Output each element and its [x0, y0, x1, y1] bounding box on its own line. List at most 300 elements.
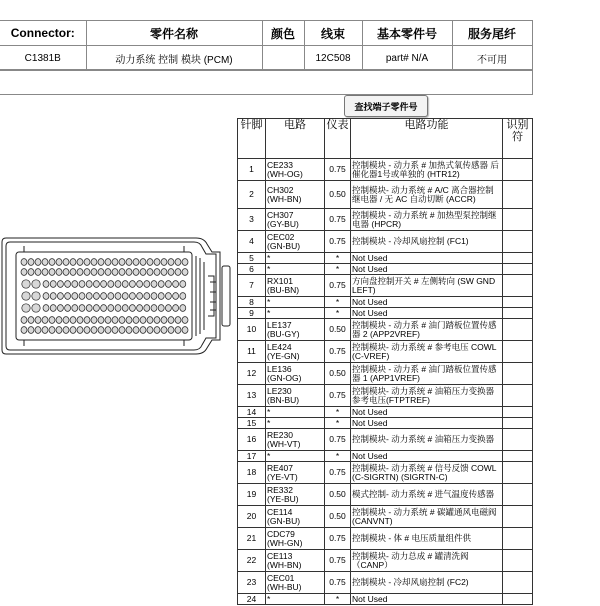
pin-cavity [175, 327, 181, 334]
pin-cavity [35, 327, 41, 334]
pin-table-header-row [238, 119, 533, 159]
pin-cavity [101, 281, 107, 288]
table-row [238, 253, 533, 264]
circuit-function: 控制模块- 动力系统 # 参考电压 COWL (C-VREF) [351, 341, 503, 363]
pin-cavity [57, 281, 63, 288]
pin-cavity [56, 317, 62, 324]
table-row [238, 181, 533, 209]
pin-cavity [161, 259, 167, 266]
identifier-cell [503, 418, 533, 429]
table-row [238, 462, 533, 484]
circuit-function: 控制模块 - 动力系 # 加热式氧传感器 后催化器1号或单独的 (HTR12) [351, 159, 503, 181]
pin-cavity [91, 317, 97, 324]
pin-cavity [70, 327, 76, 334]
identifier-cell [503, 297, 533, 308]
pin-cavity [173, 281, 179, 288]
table-row [238, 429, 533, 451]
pin-cavity [182, 327, 188, 334]
pin-cavity [165, 293, 171, 300]
large-pin-cavity [32, 280, 40, 288]
circuit-code: CE114 (GN-BU) [266, 506, 325, 528]
service-pigtail-label: 服务尾纤 [452, 21, 532, 46]
table-row [238, 594, 533, 605]
connector-pin-grid [21, 259, 188, 334]
pin-cavity [56, 259, 62, 266]
harness-label: 线束 [304, 21, 362, 46]
pin-cavity [86, 281, 92, 288]
identifier-cell [503, 572, 533, 594]
pin-cavity [112, 317, 118, 324]
circuit-code: CEC02 (GN-BU) [266, 231, 325, 253]
pin-cavity [122, 281, 128, 288]
pin-cavity [93, 293, 99, 300]
connector-label: Connector: [0, 21, 86, 46]
circuit-code: LE136 (GN-OG) [266, 363, 325, 385]
pin-number: 3 [238, 209, 266, 231]
pin-cavity [175, 317, 181, 324]
pin-cavity [91, 327, 97, 334]
pin-cavity [154, 269, 160, 276]
pin-cavity [144, 293, 150, 300]
pin-cavity [84, 317, 90, 324]
identifier-cell [503, 462, 533, 484]
wire-gauge: * [325, 253, 351, 264]
table-row [238, 528, 533, 550]
wire-gauge: 0.50 [325, 319, 351, 341]
pin-cavity [115, 305, 121, 312]
pin-number: 4 [238, 231, 266, 253]
pin-cavity [151, 305, 157, 312]
pin-cavity [154, 327, 160, 334]
pin-cavity [161, 327, 167, 334]
pin-cavity [49, 269, 55, 276]
pin-number: 2 [238, 181, 266, 209]
table-row [238, 159, 533, 181]
circuit-code: RX101 (BU-BN) [266, 275, 325, 297]
pin-cavity [21, 269, 27, 276]
pin-cavity [161, 317, 167, 324]
circuit-code: CDC79 (WH-GN) [266, 528, 325, 550]
pin-cavity [65, 293, 71, 300]
table-row [238, 275, 533, 297]
pin-cavity [119, 259, 125, 266]
identifier-cell [503, 159, 533, 181]
wire-gauge: * [325, 264, 351, 275]
pin-number: 16 [238, 429, 266, 451]
wire-gauge: * [325, 407, 351, 418]
table-row [238, 407, 533, 418]
pin-cavity [35, 317, 41, 324]
pin-cavity [79, 305, 85, 312]
pin-cavity [115, 281, 121, 288]
circuit-function: 控制模块- 动力系统 # 信号反馈 COWL (C-SIGRTN) (SIGRTN-C) [351, 462, 503, 484]
pin-cavity [133, 317, 139, 324]
pin-cavity [168, 269, 174, 276]
pin-cavity [165, 305, 171, 312]
circuit-function: 控制模块- 动力系统 # 油箱压力变换器参考电压(FTPTREF) [351, 385, 503, 407]
pin-cavity [43, 305, 49, 312]
identifier-cell [503, 308, 533, 319]
pin-cavity [70, 259, 76, 266]
large-pin-cavity [22, 292, 30, 300]
circuit-code: RE407 (YE-VT) [266, 462, 325, 484]
pin-cavity [72, 281, 78, 288]
pin-cavity [65, 305, 71, 312]
circuit-code: LE424 (YE-GN) [266, 341, 325, 363]
wire-gauge: * [325, 594, 351, 605]
pin-cavity [108, 293, 114, 300]
pin-number: 12 [238, 363, 266, 385]
wire-gauge: * [325, 297, 351, 308]
pin-cavity [173, 305, 179, 312]
pin-number: 23 [238, 572, 266, 594]
pin-cavity [50, 281, 56, 288]
pin-number: 1 [238, 159, 266, 181]
pin-cavity [140, 317, 146, 324]
pin-cavity [112, 269, 118, 276]
identifier-cell [503, 429, 533, 451]
pin-cavity [180, 281, 186, 288]
circuit-function: 控制模块- 动力总成 # 罐清洗阀 （CANP） [351, 550, 503, 572]
pin-cavity [43, 281, 49, 288]
table-row [238, 363, 533, 385]
header-value-row [0, 46, 532, 71]
circuit-code: LE230 (BN-BU) [266, 385, 325, 407]
wire-gauge: 0.75 [325, 275, 351, 297]
identifier-cell [503, 363, 533, 385]
function-column-header: 电路功能 [351, 119, 503, 159]
pin-cavity [21, 259, 27, 266]
identifier-cell [503, 451, 533, 462]
identifier-cell [503, 528, 533, 550]
gauge-column-header: 仪表 [325, 119, 351, 159]
circuit-code: * [266, 308, 325, 319]
pin-number: 11 [238, 341, 266, 363]
pin-cavity [28, 259, 34, 266]
pin-cavity [56, 269, 62, 276]
pin-cavity [129, 305, 135, 312]
connector-face-diagram [0, 232, 234, 362]
pin-cavity [63, 317, 69, 324]
table-row [238, 451, 533, 462]
pin-cavity [126, 269, 132, 276]
circuit-function: 方向盘控制开关 # 左侧转向 (SW GND LEFT) [351, 275, 503, 297]
circuit-code: RE332 (YE-BU) [266, 484, 325, 506]
circuit-code: CH302 (WH-BN) [266, 181, 325, 209]
circuit-code: RE230 (WH-VT) [266, 429, 325, 451]
wire-gauge: 0.50 [325, 363, 351, 385]
pin-cavity [86, 293, 92, 300]
pin-cavity [173, 293, 179, 300]
part-name-value: 动力系统 控制 模块 (PCM) [86, 46, 262, 71]
circuit-function: 模式控制- 动力系统 # 进气温度传感器 [351, 484, 503, 506]
large-pin-cavity [32, 292, 40, 300]
circuit-function: 控制模块 - 动力系 # 油门踏板位置传感器 1 (APP1VREF) [351, 363, 503, 385]
pin-cavity [98, 269, 104, 276]
find-terminal-part-button[interactable]: 查找端子零件号 [344, 95, 428, 117]
large-pin-cavity [22, 304, 30, 312]
table-row [238, 385, 533, 407]
circuit-function: 控制模块 - 动力系统 # 碳罐通风电磁阀 (CANVNT) [351, 506, 503, 528]
pin-cavity [77, 317, 83, 324]
pin-cavity [182, 269, 188, 276]
pin-cavity [93, 305, 99, 312]
identifier-cell [503, 506, 533, 528]
wire-gauge: 0.50 [325, 484, 351, 506]
identifier-column-header: 识别符 [503, 119, 533, 159]
pin-cavity [84, 327, 90, 334]
identifier-cell [503, 319, 533, 341]
table-row [238, 572, 533, 594]
pin-cavity [158, 305, 164, 312]
circuit-function: Not Used [351, 418, 503, 429]
pin-cavity [133, 327, 139, 334]
pin-cavity [56, 327, 62, 334]
pin-cavity [98, 327, 104, 334]
pin-cavity [91, 259, 97, 266]
pin-cavity [126, 317, 132, 324]
circuit-function: 控制模块 - 动力系 # 油门踏板位置传感器 2 (APP2VREF) [351, 319, 503, 341]
pin-cavity [151, 281, 157, 288]
wire-gauge: 0.50 [325, 506, 351, 528]
pin-cavity [108, 305, 114, 312]
table-row [238, 297, 533, 308]
table-row [238, 550, 533, 572]
pin-cavity [126, 259, 132, 266]
circuit-function: Not Used [351, 451, 503, 462]
wire-gauge: 0.75 [325, 462, 351, 484]
pin-number: 7 [238, 275, 266, 297]
identifier-cell [503, 181, 533, 209]
wire-gauge: 0.75 [325, 159, 351, 181]
pin-number: 13 [238, 385, 266, 407]
pin-number: 14 [238, 407, 266, 418]
pin-cavity [137, 305, 143, 312]
pin-cavity [119, 269, 125, 276]
pin-cavity [182, 259, 188, 266]
pin-cavity [21, 327, 27, 334]
pin-cavity [63, 259, 69, 266]
table-row [238, 484, 533, 506]
pin-cavity [70, 317, 76, 324]
wire-gauge: * [325, 451, 351, 462]
pin-cavity [122, 305, 128, 312]
pin-cavity [84, 269, 90, 276]
table-row [238, 231, 533, 253]
pin-cavity [147, 259, 153, 266]
wire-gauge: 0.75 [325, 341, 351, 363]
pin-cavity [42, 317, 48, 324]
circuit-code: * [266, 253, 325, 264]
pin-number: 21 [238, 528, 266, 550]
pin-cavity [50, 305, 56, 312]
pin-number: 22 [238, 550, 266, 572]
identifier-cell [503, 264, 533, 275]
circuit-code: * [266, 594, 325, 605]
circuit-code: CE233 (WH-OG) [266, 159, 325, 181]
pin-cavity [49, 259, 55, 266]
pin-cavity [180, 293, 186, 300]
pin-cavity [112, 259, 118, 266]
pin-cavity [50, 293, 56, 300]
pin-number: 5 [238, 253, 266, 264]
header-label-row [0, 21, 532, 46]
table-row [238, 506, 533, 528]
pin-cavity [108, 281, 114, 288]
pin-cavity [70, 269, 76, 276]
circuit-function: 控制模块- 动力系统 # 油箱压力变换器 [351, 429, 503, 451]
pin-cavity [98, 259, 104, 266]
large-pin-cavity [32, 304, 40, 312]
pin-cavity [112, 327, 118, 334]
pin-cavity [28, 269, 34, 276]
wire-gauge: 0.50 [325, 181, 351, 209]
table-row [238, 264, 533, 275]
pin-cavity [154, 317, 160, 324]
pin-cavity [101, 293, 107, 300]
wire-gauge: 0.75 [325, 528, 351, 550]
pin-cavity [140, 327, 146, 334]
pin-cavity [168, 317, 174, 324]
pin-cavity [49, 327, 55, 334]
pin-cavity [154, 259, 160, 266]
connector-value: C1381B [0, 46, 86, 71]
circuit-function: 控制模块 - 冷却风扇控制 (FC2) [351, 572, 503, 594]
pin-number: 17 [238, 451, 266, 462]
circuit-code: * [266, 451, 325, 462]
pin-cavity [161, 269, 167, 276]
identifier-cell [503, 341, 533, 363]
pin-cavity [140, 259, 146, 266]
circuit-function: 控制模块 - 动力系统 # 加热型泵控制继电器 (HPCR) [351, 209, 503, 231]
pin-cavity [49, 317, 55, 324]
pin-cavity [42, 259, 48, 266]
large-pin-cavity [22, 280, 30, 288]
pin-cavity [84, 259, 90, 266]
pin-cavity [129, 293, 135, 300]
identifier-cell [503, 231, 533, 253]
circuit-code: * [266, 407, 325, 418]
pin-number: 9 [238, 308, 266, 319]
pin-cavity [158, 281, 164, 288]
pin-cavity [165, 281, 171, 288]
pin-cavity [57, 293, 63, 300]
pin-table [237, 118, 533, 605]
pin-cavity [137, 293, 143, 300]
circuit-function: Not Used [351, 264, 503, 275]
wire-gauge: 0.75 [325, 550, 351, 572]
pin-cavity [140, 269, 146, 276]
circuit-code: CH307 (GY-BU) [266, 209, 325, 231]
pin-cavity [105, 259, 111, 266]
circuit-function: 控制模块 - 冷却风扇控制 (FC1) [351, 231, 503, 253]
pin-cavity [98, 317, 104, 324]
pin-cavity [158, 293, 164, 300]
pin-cavity [180, 305, 186, 312]
pin-number: 18 [238, 462, 266, 484]
pin-number: 15 [238, 418, 266, 429]
pin-cavity [175, 269, 181, 276]
identifier-cell [503, 484, 533, 506]
circuit-function: Not Used [351, 594, 503, 605]
circuit-function: Not Used [351, 297, 503, 308]
table-row [238, 308, 533, 319]
pin-number: 19 [238, 484, 266, 506]
pin-cavity [137, 281, 143, 288]
wire-gauge: 0.75 [325, 385, 351, 407]
base-part-label: 基本零件号 [362, 21, 452, 46]
pin-cavity [77, 327, 83, 334]
circuit-code: * [266, 264, 325, 275]
circuit-function: 控制模块- 动力系统 # A/C 离合器控制继电器 / 无 AC 自动切断 (ACCR) [351, 181, 503, 209]
pin-cavity [119, 317, 125, 324]
pin-cavity [168, 259, 174, 266]
color-label: 颜色 [262, 21, 304, 46]
pin-cavity [147, 269, 153, 276]
circuit-function: Not Used [351, 253, 503, 264]
wire-gauge: * [325, 308, 351, 319]
pin-cavity [79, 293, 85, 300]
pin-cavity [144, 305, 150, 312]
wire-gauge: 0.75 [325, 572, 351, 594]
part-name-label: 零件名称 [86, 21, 262, 46]
pin-cavity [133, 259, 139, 266]
pin-cavity [77, 259, 83, 266]
identifier-cell [503, 550, 533, 572]
circuit-code: CEC01 (WH-BU) [266, 572, 325, 594]
connector-header-table [0, 20, 533, 71]
identifier-cell [503, 253, 533, 264]
identifier-cell [503, 275, 533, 297]
identifier-cell [503, 594, 533, 605]
circuit-function: 控制模块 - 体 # 电压质量组件供 [351, 528, 503, 550]
pin-cavity [77, 269, 83, 276]
pin-number: 20 [238, 506, 266, 528]
pin-cavity [28, 327, 34, 334]
pin-cavity [168, 327, 174, 334]
harness-value: 12C508 [304, 46, 362, 71]
pin-cavity [144, 281, 150, 288]
pin-cavity [101, 305, 107, 312]
pin-number: 8 [238, 297, 266, 308]
wire-gauge: 0.75 [325, 209, 351, 231]
pin-cavity [115, 293, 121, 300]
circuit-code: CE113 (WH-BN) [266, 550, 325, 572]
pin-cavity [91, 269, 97, 276]
circuit-code: * [266, 418, 325, 429]
pin-cavity [147, 327, 153, 334]
pin-cavity [57, 305, 63, 312]
pin-cavity [42, 269, 48, 276]
pin-cavity [72, 305, 78, 312]
pin-number: 6 [238, 264, 266, 275]
circuit-code: * [266, 297, 325, 308]
wire-gauge: * [325, 418, 351, 429]
table-row [238, 418, 533, 429]
pin-cavity [28, 317, 34, 324]
pin-cavity [43, 293, 49, 300]
pin-cavity [79, 281, 85, 288]
pin-cavity [175, 259, 181, 266]
pin-cavity [63, 327, 69, 334]
pin-cavity [86, 305, 92, 312]
pin-cavity [119, 327, 125, 334]
pin-cavity [182, 317, 188, 324]
header-blank-band [0, 69, 533, 95]
pin-cavity [105, 317, 111, 324]
circuit-function: Not Used [351, 308, 503, 319]
wire-gauge: 0.75 [325, 231, 351, 253]
